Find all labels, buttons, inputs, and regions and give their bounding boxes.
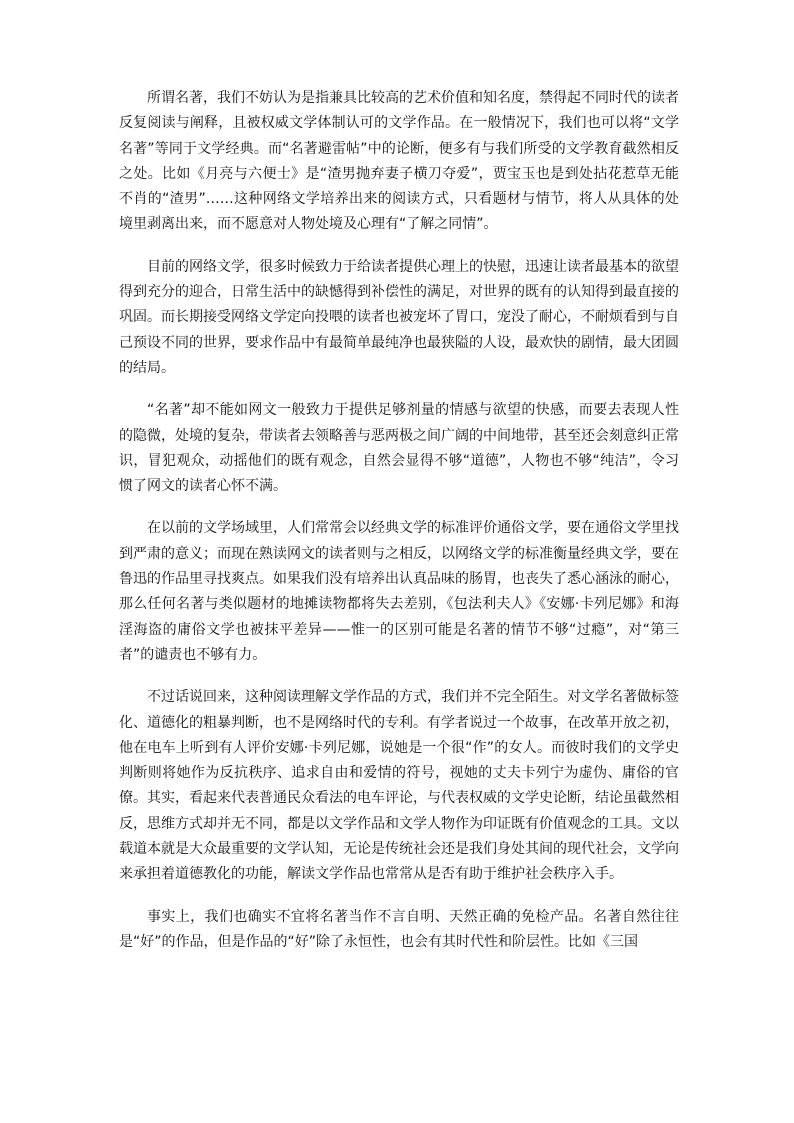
paragraph-1: 所谓名著，我们不妨认为是指兼具比较高的艺术价值和知名度，禁得起不同时代的读者反复阅读与阐释，且被权威文学体制认可的文学作品。在一般情况下，我们也可以将“文学名著”等同于文学经典。而“名著避雷帖”中的论断，便多有与我们所受的文学教育截然相反之处。比如《月亮与六便士》是“渣男抛弃妻子横刀夺爱”，贾宝玉也是到处拈花惹草无能不肖的“渣男”……这种网络文学培养出来的阅读方式，只看题材与情节，将人从具体的处境里剥离出来，而不愿意对人物处境及心理有“了解之同情”。 <box>119 90 679 233</box>
paragraph-5: 不过话说回来，这种阅读理解文学作品的方式，我们并不完全陌生。对文学名著做标签化、道德化的粗暴判断，也不是网络时代的专利。有学者说过一个故事，在改革开放之初，他在电车上听到有人评价安娜·卡列尼娜，说她是一个很“作”的女人。而彼时我们的文学史判断则将她作为反抗秩序、追求自由和爱情的符号，视她的丈夫卡列宁为虚伪、庸俗的官僚。其实，看起来代表普通民众看法的电车评论，与代表权威的文学史论断，结论虽截然相反，思维方式却并无不同，都是以文学作品和文学人物作为印证既有价值观念的工具。文以载道本就是大众最重要的文学认知，无论是传统社会还是我们身处其间的现代社会，文学向来承担着道德教化的功能，解读文学作品也常常从是否有助于维护社会秩序入手。 <box>119 689 679 883</box>
paragraph-6: 事实上，我们也确实不宜将名著当作不言自明、天然正确的免检产品。名著自然往往是“好”的作品，但是作品的“好”除了永恒性，也会有其时代性和阶层性。比如《三国 <box>119 908 679 950</box>
paragraph-4: 在以前的文学场域里，人们常常会以经典文学的标准评价通俗文学，要在通俗文学里找到严肃的意义；而现在熟读网文的读者则与之相反，以网络文学的标准衡量经典文学，要在鲁迅的作品里寻找爽点。如果我们没有培养出认真品味的肠胃，也丧失了悉心涵泳的耐心，那么任何名著与类似题材的地摊读物都将失去差别，《包法利夫人》《安娜·卡列尼娜》和海淫海盗的庸俗文学也被抹平差异——惟一的区别可能是名著的情节不够“过瘾”，对“第三者”的谴责也不够有力。 <box>119 520 679 663</box>
paragraph-2: 目前的网络文学，很多时候致力于给读者提供心理上的快慰，迅速让读者最基本的欲望得到充分的迎合，日常生活中的缺憾得到补偿性的满足，对世界的既有的认知得到最直接的巩固。而长期接受网络文学定向投喂的读者也被宠坏了胃口，宠没了耐心，不耐烦看到与自己预设不同的世界，要求作品中有最简单最纯净也最狭隘的人设，最欢快的剧情，最大团圆的结局。 <box>119 258 679 376</box>
paragraph-3: “名著”却不能如网文一般致力于提供足够剂量的情感与欲望的快感，而要去表现人性的隐微，处境的复杂，带读者去领略善与恶两极之间广阔的中间地带，甚至还会刻意纠正常识，冒犯观众，动摇他们的既有观念，自然会显得不够“道德”，人物也不够“纯洁”，令习惯了网文的读者心怀不满。 <box>119 402 679 495</box>
